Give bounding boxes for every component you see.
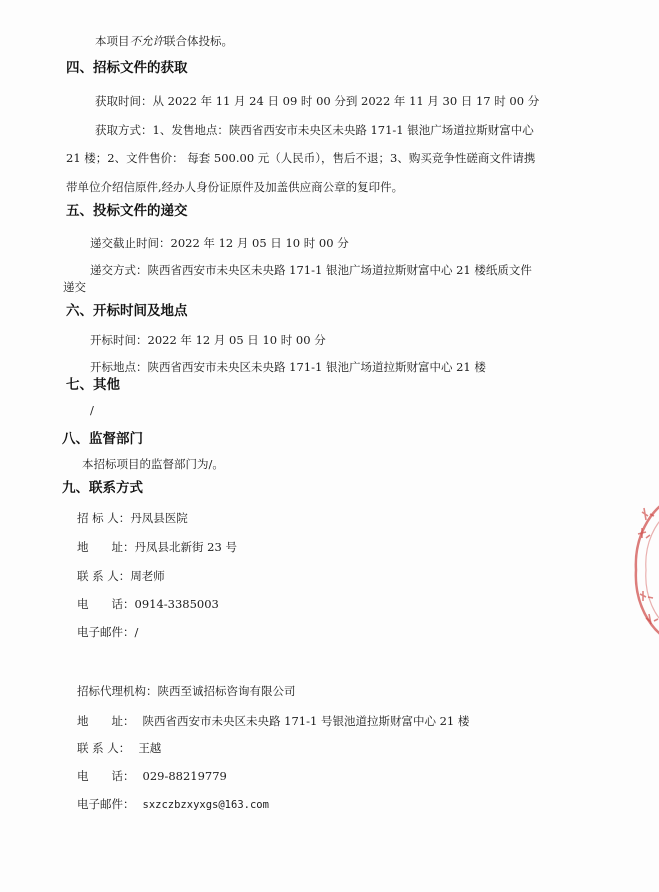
consortium-note-prefix: 本项目	[95, 34, 130, 48]
submission-method	[90, 263, 532, 277]
tenderer-contact-label: 联 系 人：	[77, 569, 131, 583]
tenderer-name	[77, 511, 188, 525]
agency-name-value: 陕西至诚招标咨询有限公司	[157, 684, 296, 698]
section-7-heading: 七、其他	[66, 377, 120, 393]
official-seal	[612, 490, 659, 650]
agency-name	[77, 684, 296, 698]
acquire-time-value: 从 2022 年 11 月 24 日 09 时 00 分到 2022 年 11 月 30 日 17 时 00 分	[152, 94, 540, 108]
opening-place	[90, 360, 486, 374]
other-value: /	[90, 403, 94, 417]
acquire-time	[95, 94, 539, 108]
acquire-method-line1: 1、发售地点：陕西省西安市未央区未央路 171-1 银池广场道拉斯财富中心	[152, 123, 534, 137]
agency-email	[77, 797, 269, 812]
opening-time-value: 2022 年 12 月 05 日 10 时 00 分	[147, 333, 326, 347]
acquire-method	[95, 123, 534, 137]
consortium-note-suffix: 联合体投标。	[164, 34, 233, 48]
agency-address-value: 陕西省西安市未央区未央路 171-1 号银池道拉斯财富中心 21 楼	[142, 714, 470, 728]
section-5-heading: 五、投标文件的递交	[66, 203, 188, 219]
tenderer-phone-value: 0914-3385003	[134, 597, 219, 611]
agency-phone-label: 电 话：	[77, 769, 135, 783]
consortium-note	[95, 34, 233, 48]
tenderer-phone-label: 电 话：	[77, 597, 135, 611]
acquire-method-line3: 带单位介绍信原件,经办人身份证原件及加盖供应商公章的复印件。	[66, 180, 404, 194]
agency-address-label: 地 址：	[77, 714, 135, 728]
submission-method-value: 陕西省西安市未央区未央路 171-1 银池广场道拉斯财富中心 21 楼纸质文件	[147, 263, 532, 277]
opening-time-label: 开标时间：	[90, 333, 148, 347]
agency-email-label: 电子邮件：	[77, 797, 135, 811]
section-9-heading: 九、联系方式	[62, 480, 143, 496]
agency-contact-value: 王越	[138, 741, 162, 755]
tenderer-name-label: 招 标 人：	[77, 511, 131, 525]
seal-inner-ring	[646, 510, 659, 630]
submission-deadline	[90, 236, 349, 250]
agency-email-value: sxzczbzxyxgs@163.com	[142, 799, 269, 811]
agency-contact-label: 联 系 人：	[77, 741, 131, 755]
section-8-heading: 八、监督部门	[62, 431, 143, 447]
acquire-method-label: 获取方式：	[95, 123, 153, 137]
supervision-text: 本招标项目的监督部门为/。	[82, 457, 224, 471]
tenderer-email	[77, 625, 138, 639]
submission-method-wrap: 递交	[63, 280, 86, 294]
opening-place-label: 开标地点：	[90, 360, 148, 374]
section-6-heading: 六、开标时间及地点	[66, 303, 188, 319]
agency-address	[77, 714, 469, 728]
agency-phone-value: 029-88219779	[142, 769, 227, 783]
consortium-note-emphasis: 不允许	[129, 34, 164, 48]
tenderer-phone	[77, 597, 219, 611]
tenderer-address-label: 地 址：	[77, 540, 135, 554]
opening-time	[90, 333, 326, 347]
submission-method-label: 递交方式：	[90, 263, 148, 277]
agency-name-label: 招标代理机构：	[77, 684, 158, 698]
submission-deadline-value: 2022 年 12 月 05 日 10 时 00 分	[170, 236, 349, 250]
tenderer-email-label: 电子邮件：	[77, 625, 135, 639]
tenderer-address-value: 丹凤县北新街 23 号	[134, 540, 237, 554]
tenderer-email-value: /	[134, 625, 139, 639]
opening-place-value: 陕西省西安市未央区未央路 171-1 银池广场道拉斯财富中心 21 楼	[147, 360, 486, 374]
tenderer-contact	[77, 569, 165, 583]
section-4-heading: 四、招标文件的获取	[66, 60, 188, 76]
acquire-time-label: 获取时间：	[95, 94, 153, 108]
acquire-method-line2: 21 楼；2、文件售价： 每套 500.00 元（人民币），售后不退；3、购买竞争性磋商文件请携	[66, 151, 536, 165]
agency-contact	[77, 741, 161, 755]
tenderer-contact-value: 周老师	[130, 569, 165, 583]
submission-deadline-label: 递交截止时间：	[90, 236, 171, 250]
tenderer-name-value: 丹凤县医院	[130, 511, 188, 525]
agency-phone	[77, 769, 227, 783]
tenderer-address	[77, 540, 237, 554]
